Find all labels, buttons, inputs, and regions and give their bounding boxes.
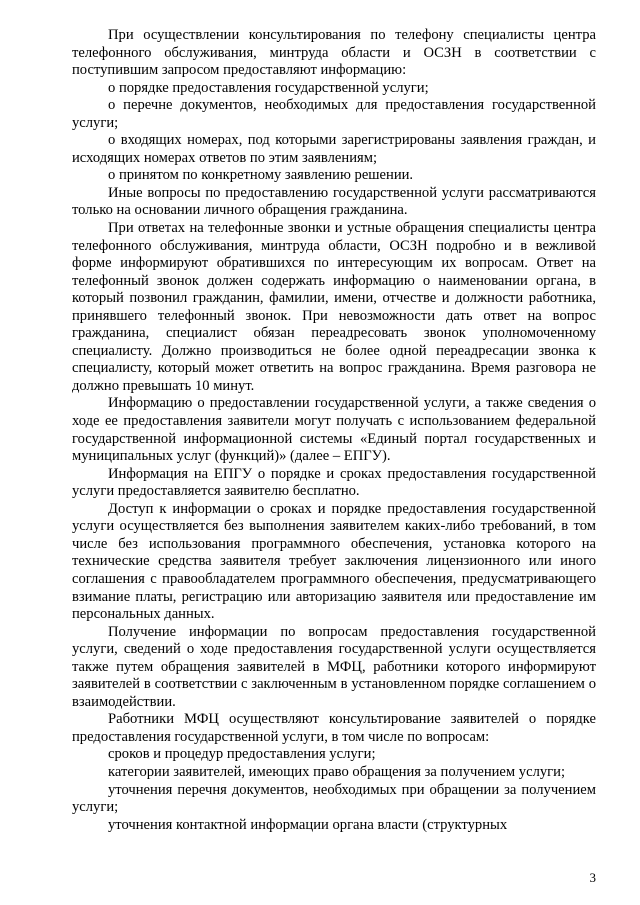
paragraph: о порядке предоставления государственной услуги;	[108, 79, 429, 96]
paragraph: о входящих номерах, под которыми зарегистрированы заявления граждан, и исходящих номерах ответов по этим заявлениям;	[72, 132, 596, 166]
paragraph: При ответах на телефонные звонки и устные обращения специалисты центра телефонного обслуживания, минтруда области, ОСЗН подробно и в вежливой форме информируют обратившихся по интересующим их вопросам. Ответ на телефонный звонок должен содержать информацию о наименовании органа, в который позвонил гражданин, фамилии, имени, отчестве и должности работника, принявшего телефонный звонок. При невозможности дать ответ на вопрос гражданина, специалист обязан переадресовать звонок уполномоченному специалисту. Должно производиться не более одной переадресации звонка к специалисту, который может ответить на вопрос гражданина. Время разговора не должно превышать 10 минут.	[72, 220, 596, 394]
paragraph: Информация на ЕПГУ о порядке и сроках предоставления государственной услуги предоставляется заявителю бесплатно.	[72, 465, 596, 500]
paragraph: Доступ к информации о сроках и порядке предоставления государственной услуги осуществляется без выполнения заявителем каких-либо требований, в том числе без использования программного обеспечения, установка которого на технические средства заявителя требует заключения лицензионного или иного соглашения с правообладателем программного обеспечения, предусматривающего взимание платы, регистрацию или авторизацию заявителя или предоставление им персональных данных.	[72, 500, 596, 623]
paragraph: уточнения контактной информации органа власти (структурных	[108, 816, 508, 833]
paragraph: Информацию о предоставлении государственной услуги, а также сведения о ходе ее предоставления заявители могут получать с использованием федеральной государственной информационной системы «Единый портал государственных и муниципальных услуг (функций)» (далее – ЕПГУ).	[72, 395, 596, 465]
paragraph: сроков и процедур предоставления услуги;	[108, 746, 376, 763]
paragraph: Иные вопросы по предоставлению государственной услуги рассматриваются только на основании личного обращения гражданина.	[72, 184, 596, 219]
paragraph: о принятом по конкретному заявлению решении.	[108, 167, 414, 184]
paragraph: Получение информации по вопросам предоставления государственной услуги, сведений о ходе предоставления государственной услуги осуществляется также путем обращения заявителей в МФЦ, работники которого информируют заявителей в соответствии с заключенным в установленном порядке соглашением о взаимодействии.	[72, 623, 596, 710]
paragraph: о перечне документов, необходимых для предоставления государственной услуги;	[72, 97, 596, 131]
paragraph: При осуществлении консультирования по телефону специалисты центра телефонного обслуживания, минтруда области и ОСЗН в соответствии с поступившим запросом предоставляют информацию:	[72, 27, 596, 79]
page-number: 3	[589, 870, 596, 885]
document-body	[72, 27, 596, 834]
paragraph: уточнения перечня документов, необходимых при обращении за получением услуги;	[72, 781, 596, 816]
paragraph: Работники МФЦ осуществляют консультирование заявителей о порядке предоставления государственной услуги, в том числе по вопросам:	[72, 711, 596, 745]
paragraph: категории заявителей, имеющих право обращения за получением услуги;	[108, 763, 566, 780]
